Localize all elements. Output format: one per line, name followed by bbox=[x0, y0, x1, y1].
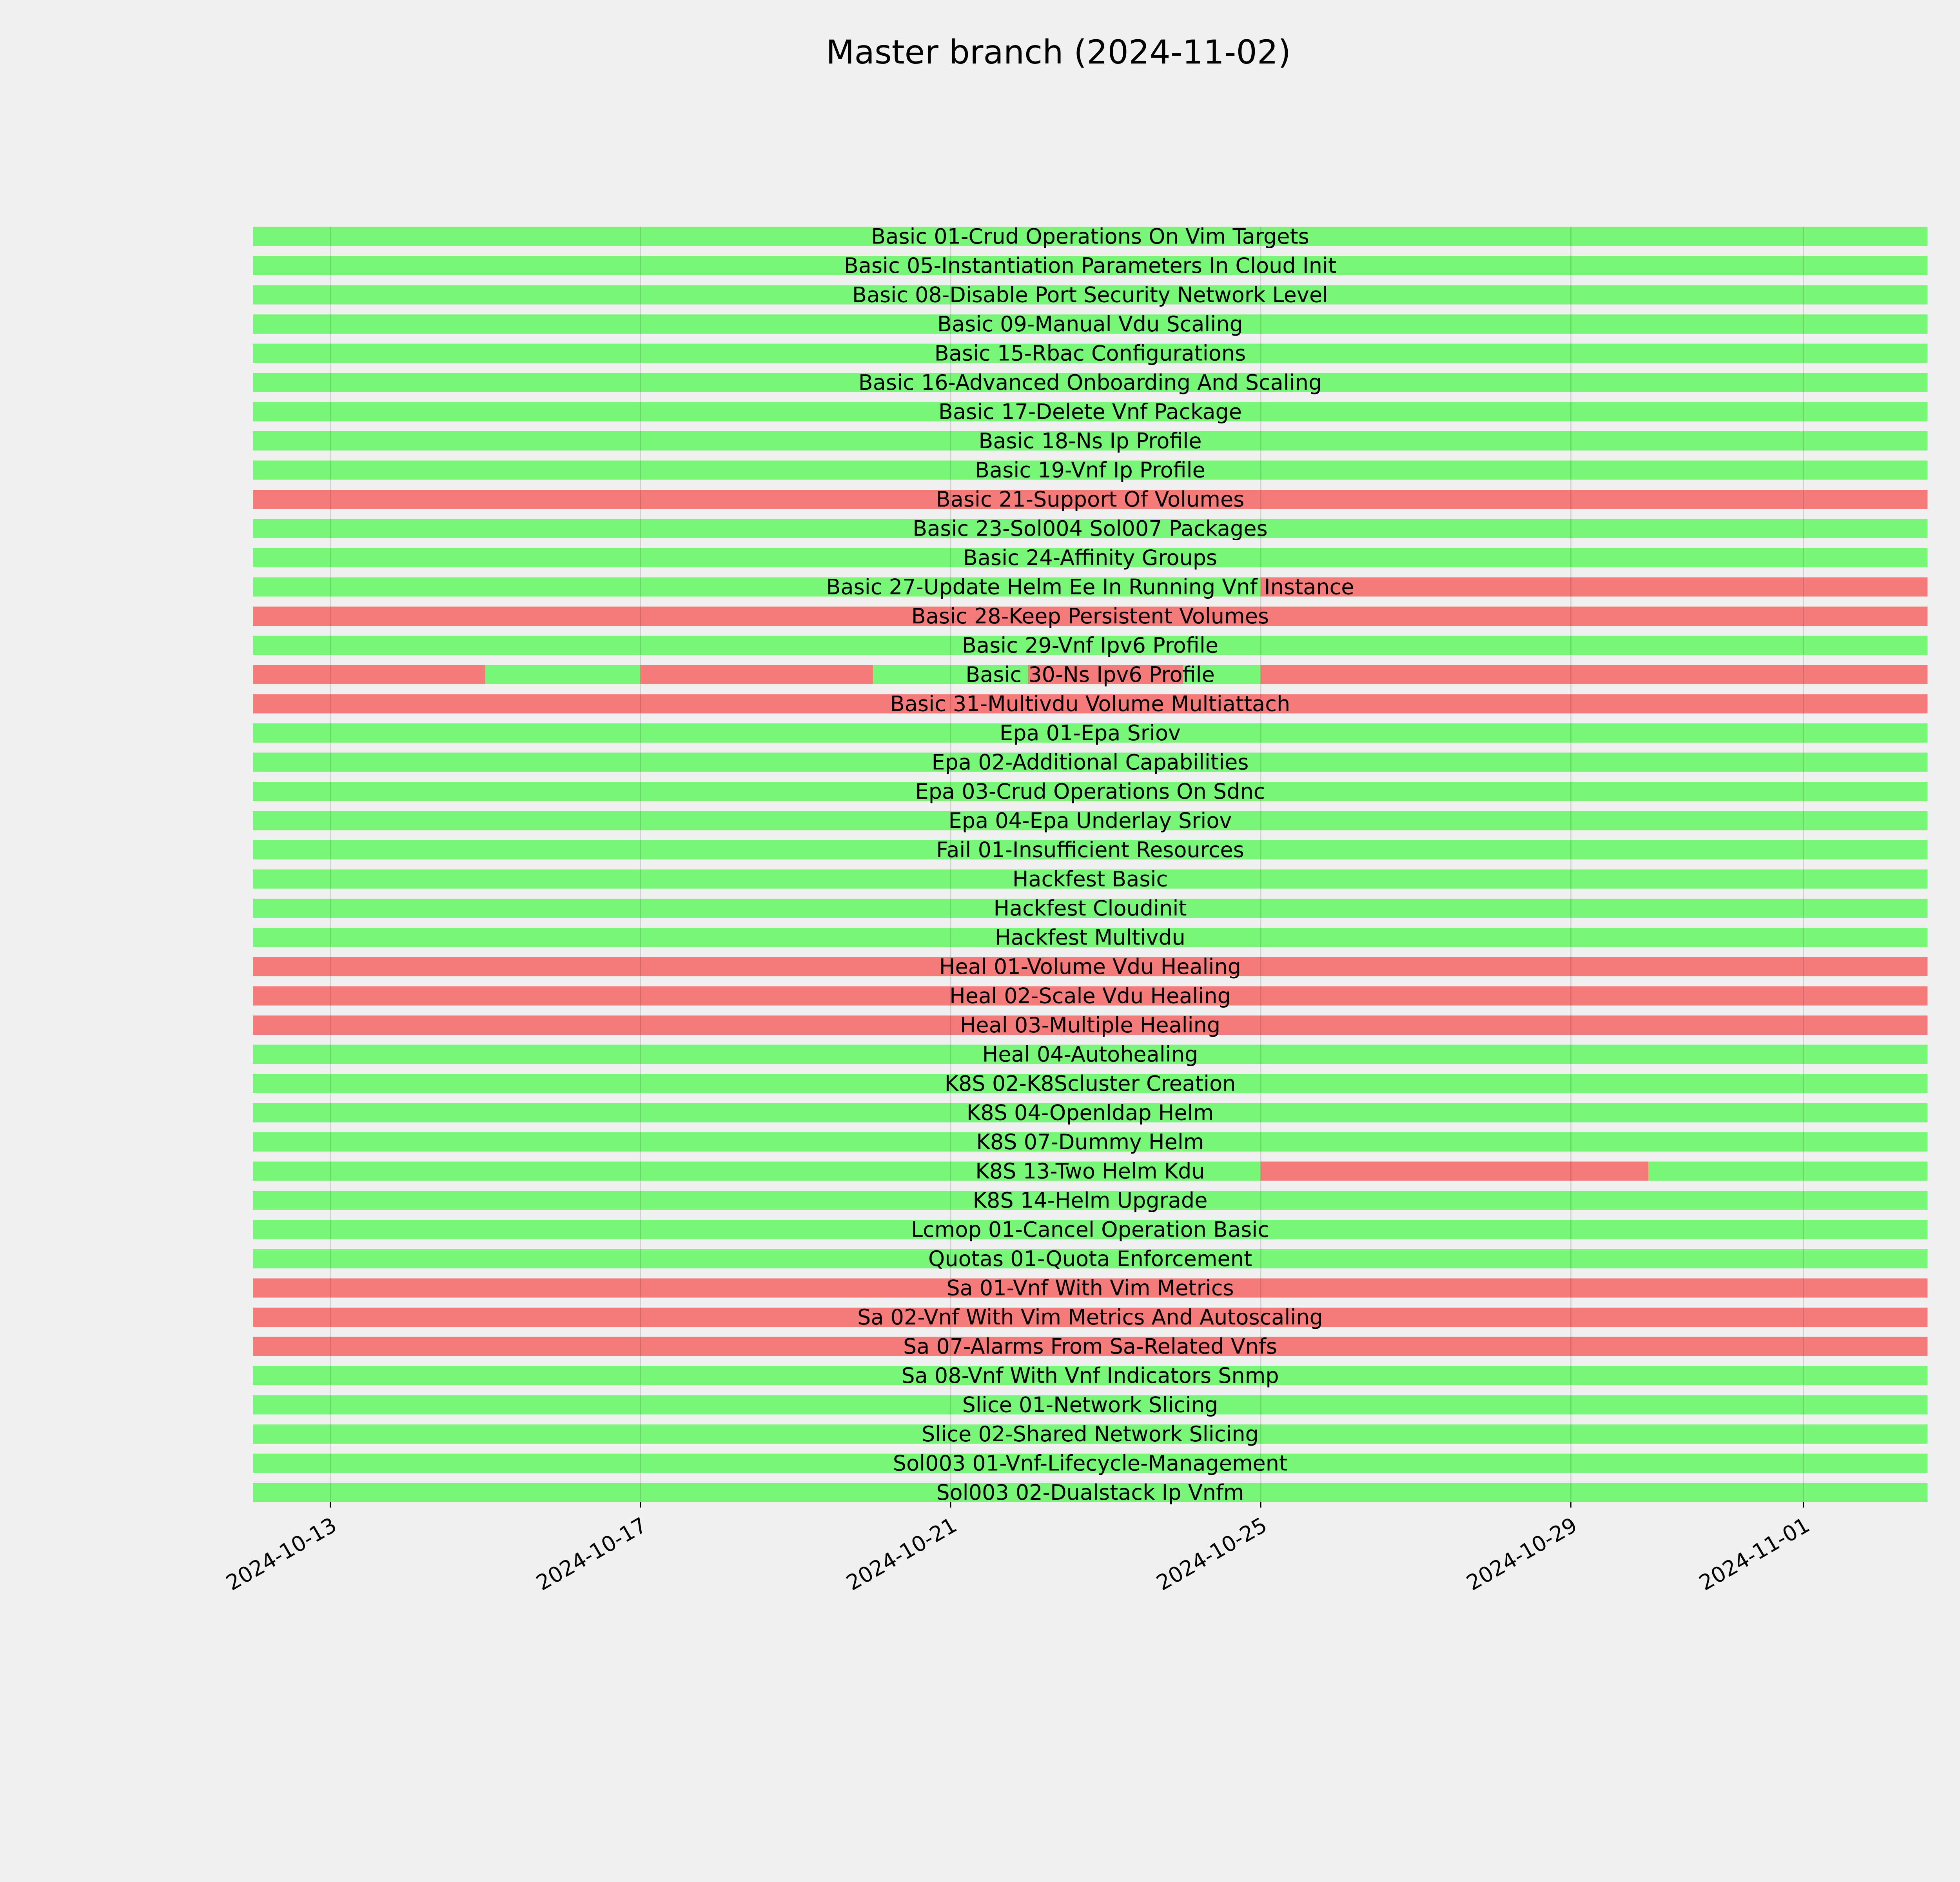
row-label: Quotas 01-Quota Enforcement bbox=[928, 1246, 1252, 1271]
row-label: Basic 19-Vnf Ip Profile bbox=[975, 458, 1205, 483]
row-label: K8S 04-Openldap Helm bbox=[966, 1100, 1214, 1125]
bar-segment-pass bbox=[485, 665, 641, 684]
x-tick-label: 2024-10-13 bbox=[221, 1512, 341, 1596]
bar-segment-pass bbox=[1648, 1162, 1927, 1181]
row-label: K8S 07-Dummy Helm bbox=[976, 1130, 1204, 1154]
row-label: Basic 05-Instantiation Parameters In Cloud Init bbox=[844, 253, 1337, 278]
row-label: Sa 08-Vnf With Vnf Indicators Snmp bbox=[901, 1363, 1279, 1388]
row-label: K8S 13-Two Helm Kdu bbox=[975, 1159, 1205, 1184]
x-tick-label: 2024-10-17 bbox=[532, 1512, 651, 1596]
row-label: Fail 01-Insufficient Resources bbox=[936, 837, 1244, 862]
row-label: Sa 02-Vnf With Vim Metrics And Autoscaling bbox=[857, 1305, 1323, 1330]
row-label: Epa 03-Crud Operations On Sdnc bbox=[915, 779, 1265, 804]
row-label: Basic 17-Delete Vnf Package bbox=[938, 399, 1242, 424]
bar-segment-fail bbox=[641, 665, 873, 684]
row-label: Epa 04-Epa Underlay Sriov bbox=[948, 808, 1232, 833]
bar-segment-fail bbox=[1261, 665, 1927, 684]
row-label: Basic 31-Multivdu Volume Multiattach bbox=[890, 691, 1290, 716]
row-label: Sa 01-Vnf With Vim Metrics bbox=[946, 1275, 1234, 1301]
row-label: Basic 09-Manual Vdu Scaling bbox=[937, 312, 1243, 336]
row-label: K8S 14-Helm Upgrade bbox=[973, 1188, 1208, 1213]
row-label: Slice 02-Shared Network Slicing bbox=[922, 1422, 1259, 1446]
row-label: Sol003 01-Vnf-Lifecycle-Management bbox=[893, 1451, 1288, 1476]
row-label: Basic 29-Vnf Ipv6 Profile bbox=[962, 633, 1219, 658]
row-label: Basic 18-Ns Ip Profile bbox=[978, 429, 1202, 453]
row-label: Heal 01-Volume Vdu Healing bbox=[939, 954, 1241, 979]
row-label: Heal 03-Multiple Healing bbox=[960, 1013, 1221, 1037]
row-label: Epa 02-Additional Capabilities bbox=[931, 750, 1249, 775]
bar-segment-fail bbox=[253, 665, 485, 684]
row-label: Basic 01-Crud Operations On Vim Targets bbox=[871, 224, 1309, 249]
row-label: Lcmop 01-Cancel Operation Basic bbox=[911, 1217, 1270, 1242]
x-tick-label: 2024-10-21 bbox=[842, 1512, 961, 1596]
row-label: Hackfest Basic bbox=[1012, 867, 1168, 892]
row-label: Basic 15-Rbac Configurations bbox=[934, 341, 1246, 366]
row-label: Sol003 02-Dualstack Ip Vnfm bbox=[936, 1480, 1244, 1505]
row-label: Basic 30-Ns Ipv6 Profile bbox=[965, 662, 1215, 687]
row-label: Basic 16-Advanced Onboarding And Scaling bbox=[858, 370, 1322, 395]
row-label: Heal 04-Autohealing bbox=[982, 1042, 1198, 1067]
row-label: Basic 21-Support Of Volumes bbox=[936, 487, 1245, 512]
x-tick-label: 2024-11-01 bbox=[1695, 1512, 1814, 1596]
row-label: Basic 23-Sol004 Sol007 Packages bbox=[913, 516, 1268, 541]
row-label: K8S 02-K8Scluster Creation bbox=[944, 1071, 1236, 1096]
x-tick-label: 2024-10-25 bbox=[1152, 1512, 1271, 1596]
bar-segment-fail bbox=[1261, 578, 1927, 597]
row-label: Hackfest Cloudinit bbox=[993, 896, 1187, 921]
row-label: Heal 02-Scale Vdu Healing bbox=[949, 983, 1231, 1008]
row-label: Hackfest Multivdu bbox=[995, 925, 1185, 950]
row-label: Basic 08-Disable Port Security Network Level bbox=[852, 282, 1328, 307]
x-tick-label: 2024-10-29 bbox=[1462, 1512, 1581, 1596]
row-label: Slice 01-Network Slicing bbox=[962, 1392, 1218, 1417]
row-label: Sa 07-Alarms From Sa-Related Vnfs bbox=[903, 1334, 1278, 1359]
row-label: Basic 27-Update Helm Ee In Running Vnf Instance bbox=[826, 574, 1354, 599]
row-label: Epa 01-Epa Sriov bbox=[1000, 721, 1181, 745]
row-label: Basic 28-Keep Persistent Volumes bbox=[911, 604, 1269, 629]
chart-title: Master branch (2024-11-02) bbox=[826, 33, 1291, 71]
row-label: Basic 24-Affinity Groups bbox=[963, 545, 1218, 570]
bar-segment-fail bbox=[1261, 1162, 1648, 1181]
